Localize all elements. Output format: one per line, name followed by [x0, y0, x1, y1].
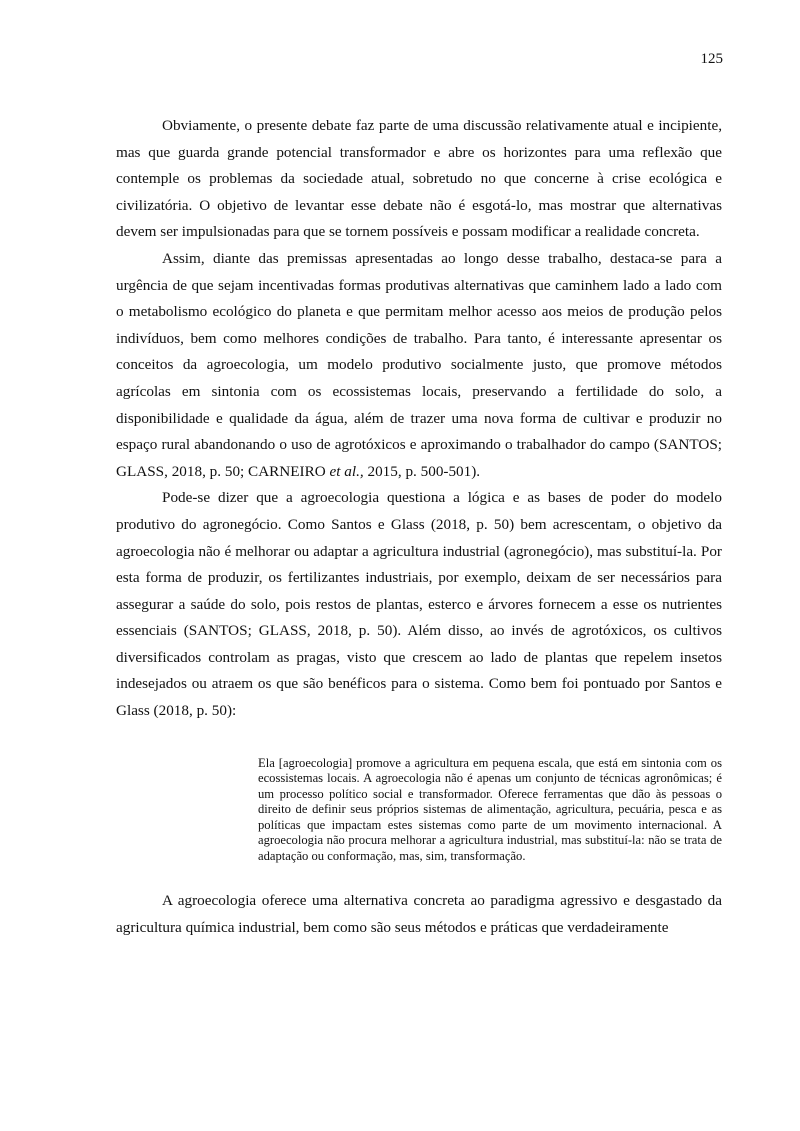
paragraph-2-et-al: et al., — [329, 462, 364, 480]
paragraph-4: A agroecologia oferece uma alternativa concreta ao paradigma agressivo e desgastado da agricultura química industrial, bem como são seus métodos e práticas que verdadeiramente — [116, 892, 722, 936]
paragraph-2 — [116, 246, 722, 485]
paragraph-3: Pode-se dizer que a agroecologia questiona a lógica e as bases de poder do modelo produtivo do agronegócio. Como Santos e Glass (2018, p. 50) bem acrescentam, o objetivo da agroecologia não é melhorar ou adaptar a agricultura industrial (agronegócio), mas substituí-la. Por esta forma de produzir, os fertilizantes industriais, por exemplo, deixam de ser necessários para assegurar a saúde do solo, pois restos de plantas, esterco e árvores fornecem a esse os nutrientes essenciais (SANTOS; GLASS, 2018, p. 50). Além disso, ao invés de agrotóxicos, os cultivos diversificados controlam as pragas, visto que crescem ao lado de plantas que repelem insetos indesejados ou atraem os que são benéficos para o sistema. Como bem foi pontuado por Santos e Glass (2018, p. 50): — [116, 489, 722, 720]
page-number: 125 — [700, 51, 723, 67]
paragraph-2-text: Assim, diante das premissas apresentadas ao longo desse trabalho, destaca-se para a urgência de que sejam incentivadas formas produtivas alternativas que caminhem lado a lado com o metabolismo ecológico do planeta e que permitam melhor acesso aos meios de produção pelos indivíduos, bem como melhores condições de trabalho. Para tanto, é interessante apresentar os conceitos da agroecologia, um modelo produtivo socialmente justo, que promove métodos agrícolas em sintonia com os ecossistemas locais, preservando a fertilidade do solo, a disponibilidade e qualidade da água, além de trazer uma nova forma de cultivar e produzir no espaço rural abandonando o uso de agrotóxicos e aproximando o trabalhador do campo (SANTOS; GLASS, 2018, p. 50; CARNEIRO — [116, 249, 722, 480]
block-quote: Ela [agroecologia] promove a agricultura em pequena escala, que está em sintonia com os ecossistemas locais. A agroecologia não é apenas um conjunto de técnicas agronômicas; é um processo político social e transformador. Oferece ferramentas que dão às pessoas o direito de definir seus próprios sistemas de alimentação, agricultura, pecuária, pesca e as políticas que impactam estes sistemas como parte de um movimento internacional. A agroecologia não procura melhorar a agricultura industrial, mas substituí-la: não se trata de adaptação ou conformação, mas, sim, transformação. — [258, 755, 722, 863]
paragraph-2-tail: 2015, p. 500-501). — [363, 462, 481, 480]
document-body — [116, 113, 722, 941]
paragraph-1: Obviamente, o presente debate faz parte de uma discussão relativamente atual e incipiente, mas que guarda grande potencial transformador e abre os horizontes para uma reflexão que contemple os problemas da sociedade atual, sobretudo no que concerne à crise ecológica e civilizatória. O objetivo de levantar esse debate não é esgotá-lo, mas mostrar que alternativas devem ser impulsionadas para que se tornem possíveis e possam modificar a realidade concreta. — [116, 117, 722, 241]
